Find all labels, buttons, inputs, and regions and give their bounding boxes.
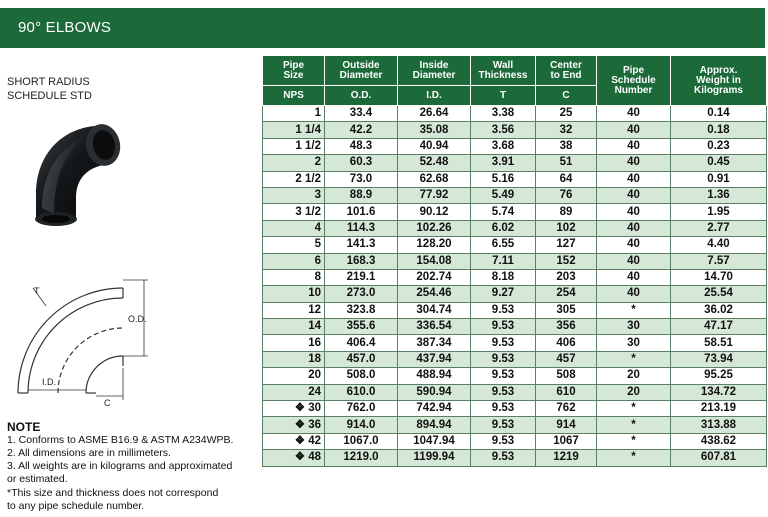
cell-sch: 40 [597, 138, 671, 154]
note-item: or estimated. [7, 473, 68, 485]
cell-sch: 40 [597, 220, 671, 236]
table-row [263, 155, 767, 171]
cell-wt: 25.54 [671, 286, 767, 302]
cell-od: 273.0 [325, 286, 398, 302]
cell-sch: 20 [597, 368, 671, 384]
cell-sch: 30 [597, 319, 671, 335]
cell-od: 323.8 [325, 302, 398, 318]
table-row [263, 302, 767, 318]
cell-t: 6.55 [471, 237, 536, 253]
cell-t: 3.38 [471, 106, 536, 122]
table-row [263, 368, 767, 384]
cell-nps: 6 [263, 253, 325, 269]
table-row [263, 237, 767, 253]
header-pipe-size: Pipe Size [263, 56, 325, 86]
cell-od: 33.4 [325, 106, 398, 122]
cell-c: 127 [536, 237, 597, 253]
cell-od: 219.1 [325, 269, 398, 285]
cell-sch: * [597, 401, 671, 417]
cell-t: 9.53 [471, 368, 536, 384]
table-row [263, 138, 767, 154]
subheader-id: I.D. [398, 86, 471, 106]
cell-t: 9.53 [471, 450, 536, 466]
table-row [263, 269, 767, 285]
cell-wt: 1.95 [671, 204, 767, 220]
cell-id: 202.74 [398, 269, 471, 285]
cell-nps: ❖ 36 [263, 417, 325, 433]
cell-wt: 7.57 [671, 253, 767, 269]
cell-sch: 40 [597, 171, 671, 187]
cell-wt: 47.17 [671, 319, 767, 335]
cell-id: 154.08 [398, 253, 471, 269]
cell-nps: 1 [263, 106, 325, 122]
header-pipe-schedule: Pipe Schedule Number [597, 56, 671, 106]
header-approx-weight: Approx. Weight in Kilograms [671, 56, 767, 106]
table-row [263, 450, 767, 466]
table-row [263, 433, 767, 449]
cell-t: 9.27 [471, 286, 536, 302]
table-row [263, 220, 767, 236]
cell-id: 1199.94 [398, 450, 471, 466]
subheader-c: C [536, 86, 597, 106]
cell-sch: * [597, 417, 671, 433]
cell-wt: 95.25 [671, 368, 767, 384]
cell-od: 508.0 [325, 368, 398, 384]
cell-c: 102 [536, 220, 597, 236]
cell-c: 914 [536, 417, 597, 433]
cell-c: 89 [536, 204, 597, 220]
table-row [263, 187, 767, 203]
cell-c: 64 [536, 171, 597, 187]
cell-od: 88.9 [325, 187, 398, 203]
cell-wt: 58.51 [671, 335, 767, 351]
cell-wt: 313.88 [671, 417, 767, 433]
cell-od: 406.4 [325, 335, 398, 351]
note-item: 2. All dimensions are in millimeters. [7, 447, 171, 459]
table-row [263, 122, 767, 138]
cell-c: 76 [536, 187, 597, 203]
cell-t: 5.16 [471, 171, 536, 187]
cell-wt: 0.45 [671, 155, 767, 171]
cell-id: 304.74 [398, 302, 471, 318]
table-row [263, 171, 767, 187]
table-row [263, 351, 767, 367]
cell-t: 9.53 [471, 401, 536, 417]
cell-wt: 438.62 [671, 433, 767, 449]
cell-id: 336.54 [398, 319, 471, 335]
cell-id: 894.94 [398, 417, 471, 433]
cell-t: 9.53 [471, 351, 536, 367]
cell-nps: 5 [263, 237, 325, 253]
cell-id: 254.46 [398, 286, 471, 302]
cell-wt: 14.70 [671, 269, 767, 285]
cell-nps: 3 1/2 [263, 204, 325, 220]
cell-wt: 4.40 [671, 237, 767, 253]
cell-id: 40.94 [398, 138, 471, 154]
note-heading: NOTE [7, 420, 41, 434]
cell-wt: 1.36 [671, 187, 767, 203]
cell-sch: 40 [597, 187, 671, 203]
cell-c: 1067 [536, 433, 597, 449]
table-row [263, 253, 767, 269]
cell-c: 1219 [536, 450, 597, 466]
cell-nps: 1 1/2 [263, 138, 325, 154]
cell-c: 25 [536, 106, 597, 122]
cell-od: 168.3 [325, 253, 398, 269]
cell-t: 9.53 [471, 302, 536, 318]
cell-id: 90.12 [398, 204, 471, 220]
cell-od: 355.6 [325, 319, 398, 335]
header-wall-thickness: Wall Thickness [471, 56, 536, 86]
cell-od: 114.3 [325, 220, 398, 236]
cell-nps: ❖ 42 [263, 433, 325, 449]
cell-nps: 20 [263, 368, 325, 384]
product-type-label: SHORT RADIUS [7, 76, 90, 88]
cell-c: 152 [536, 253, 597, 269]
cell-sch: 40 [597, 155, 671, 171]
table-row [263, 384, 767, 400]
cell-c: 610 [536, 384, 597, 400]
cell-wt: 0.91 [671, 171, 767, 187]
cell-t: 9.53 [471, 417, 536, 433]
cell-nps: 2 [263, 155, 325, 171]
cell-sch: * [597, 433, 671, 449]
cell-nps: 1 1/4 [263, 122, 325, 138]
table-row [263, 106, 767, 122]
cell-c: 32 [536, 122, 597, 138]
note-item: to any pipe schedule number. [7, 500, 145, 512]
cell-od: 762.0 [325, 401, 398, 417]
cell-wt: 0.14 [671, 106, 767, 122]
elbow-dimensions-table [262, 55, 767, 467]
cell-id: 590.94 [398, 384, 471, 400]
cell-od: 101.6 [325, 204, 398, 220]
cell-od: 1219.0 [325, 450, 398, 466]
cell-sch: 40 [597, 286, 671, 302]
cell-wt: 134.72 [671, 384, 767, 400]
subheader-nps: NPS [263, 86, 325, 106]
elbow-dimension-drawing [8, 268, 158, 408]
subheader-t: T [471, 86, 536, 106]
od-label: O.D. [128, 314, 147, 324]
page-title: 90° ELBOWS [18, 19, 112, 36]
cell-t: 9.53 [471, 319, 536, 335]
cell-nps: 12 [263, 302, 325, 318]
cell-id: 742.94 [398, 401, 471, 417]
cell-sch: 40 [597, 253, 671, 269]
header-outside-diameter: Outside Diameter [325, 56, 398, 86]
cell-nps: 3 [263, 187, 325, 203]
cell-sch: * [597, 450, 671, 466]
table-row [263, 335, 767, 351]
cell-wt: 36.02 [671, 302, 767, 318]
cell-c: 51 [536, 155, 597, 171]
cell-nps: 2 1/2 [263, 171, 325, 187]
thickness-label: T [34, 286, 40, 296]
cell-t: 9.53 [471, 384, 536, 400]
cell-c: 406 [536, 335, 597, 351]
cell-c: 457 [536, 351, 597, 367]
table-row [263, 401, 767, 417]
cell-od: 42.2 [325, 122, 398, 138]
cell-od: 610.0 [325, 384, 398, 400]
cell-sch: 40 [597, 122, 671, 138]
table-row [263, 204, 767, 220]
cell-id: 26.64 [398, 106, 471, 122]
cell-c: 508 [536, 368, 597, 384]
cell-id: 52.48 [398, 155, 471, 171]
cell-t: 3.68 [471, 138, 536, 154]
cell-wt: 2.77 [671, 220, 767, 236]
cell-id: 387.34 [398, 335, 471, 351]
header-center-to-end: Center to End [536, 56, 597, 86]
cell-id: 1047.94 [398, 433, 471, 449]
cell-sch: 40 [597, 204, 671, 220]
cell-c: 203 [536, 269, 597, 285]
cell-sch: * [597, 302, 671, 318]
cell-nps: 18 [263, 351, 325, 367]
cell-id: 488.94 [398, 368, 471, 384]
id-label: I.D. [42, 377, 57, 387]
table-row [263, 319, 767, 335]
note-item: 1. Conforms to ASME B16.9 & ASTM A234WPB. [7, 434, 234, 446]
cell-nps: 16 [263, 335, 325, 351]
cell-id: 437.94 [398, 351, 471, 367]
table-row [263, 286, 767, 302]
cell-t: 7.11 [471, 253, 536, 269]
cell-t: 5.49 [471, 187, 536, 203]
cell-sch: 30 [597, 335, 671, 351]
cell-wt: 607.81 [671, 450, 767, 466]
cell-t: 3.56 [471, 122, 536, 138]
cell-nps: 14 [263, 319, 325, 335]
cell-c: 38 [536, 138, 597, 154]
cell-t: 9.53 [471, 335, 536, 351]
header-inside-diameter: Inside Diameter [398, 56, 471, 86]
cell-nps: ❖ 30 [263, 401, 325, 417]
cell-od: 73.0 [325, 171, 398, 187]
cell-sch: 40 [597, 237, 671, 253]
cell-wt: 0.18 [671, 122, 767, 138]
elbow-photo [28, 118, 134, 230]
cell-nps: 4 [263, 220, 325, 236]
cell-nps: 24 [263, 384, 325, 400]
product-schedule-label: SCHEDULE STD [7, 90, 92, 102]
cell-t: 6.02 [471, 220, 536, 236]
cell-t: 3.91 [471, 155, 536, 171]
cell-od: 60.3 [325, 155, 398, 171]
table-row [263, 417, 767, 433]
cell-sch: 40 [597, 106, 671, 122]
cell-wt: 73.94 [671, 351, 767, 367]
cell-c: 254 [536, 286, 597, 302]
cell-id: 35.08 [398, 122, 471, 138]
cell-c: 762 [536, 401, 597, 417]
cell-nps: 10 [263, 286, 325, 302]
title-banner [0, 8, 765, 48]
cell-sch: 40 [597, 269, 671, 285]
cell-c: 356 [536, 319, 597, 335]
cell-wt: 0.23 [671, 138, 767, 154]
cell-nps: ❖ 48 [263, 450, 325, 466]
note-item: *This size and thickness does not correspond [7, 487, 219, 499]
cell-sch: 20 [597, 384, 671, 400]
cell-od: 141.3 [325, 237, 398, 253]
center-to-end-label: C [104, 398, 111, 408]
cell-id: 77.92 [398, 187, 471, 203]
cell-od: 914.0 [325, 417, 398, 433]
cell-sch: * [597, 351, 671, 367]
subheader-od: O.D. [325, 86, 398, 106]
cell-id: 102.26 [398, 220, 471, 236]
cell-od: 48.3 [325, 138, 398, 154]
cell-od: 457.0 [325, 351, 398, 367]
cell-t: 9.53 [471, 433, 536, 449]
note-item: 3. All weights are in kilograms and approximated [7, 460, 233, 472]
cell-wt: 213.19 [671, 401, 767, 417]
cell-t: 5.74 [471, 204, 536, 220]
cell-t: 8.18 [471, 269, 536, 285]
cell-id: 128.20 [398, 237, 471, 253]
cell-id: 62.68 [398, 171, 471, 187]
cell-od: 1067.0 [325, 433, 398, 449]
cell-c: 305 [536, 302, 597, 318]
cell-nps: 8 [263, 269, 325, 285]
